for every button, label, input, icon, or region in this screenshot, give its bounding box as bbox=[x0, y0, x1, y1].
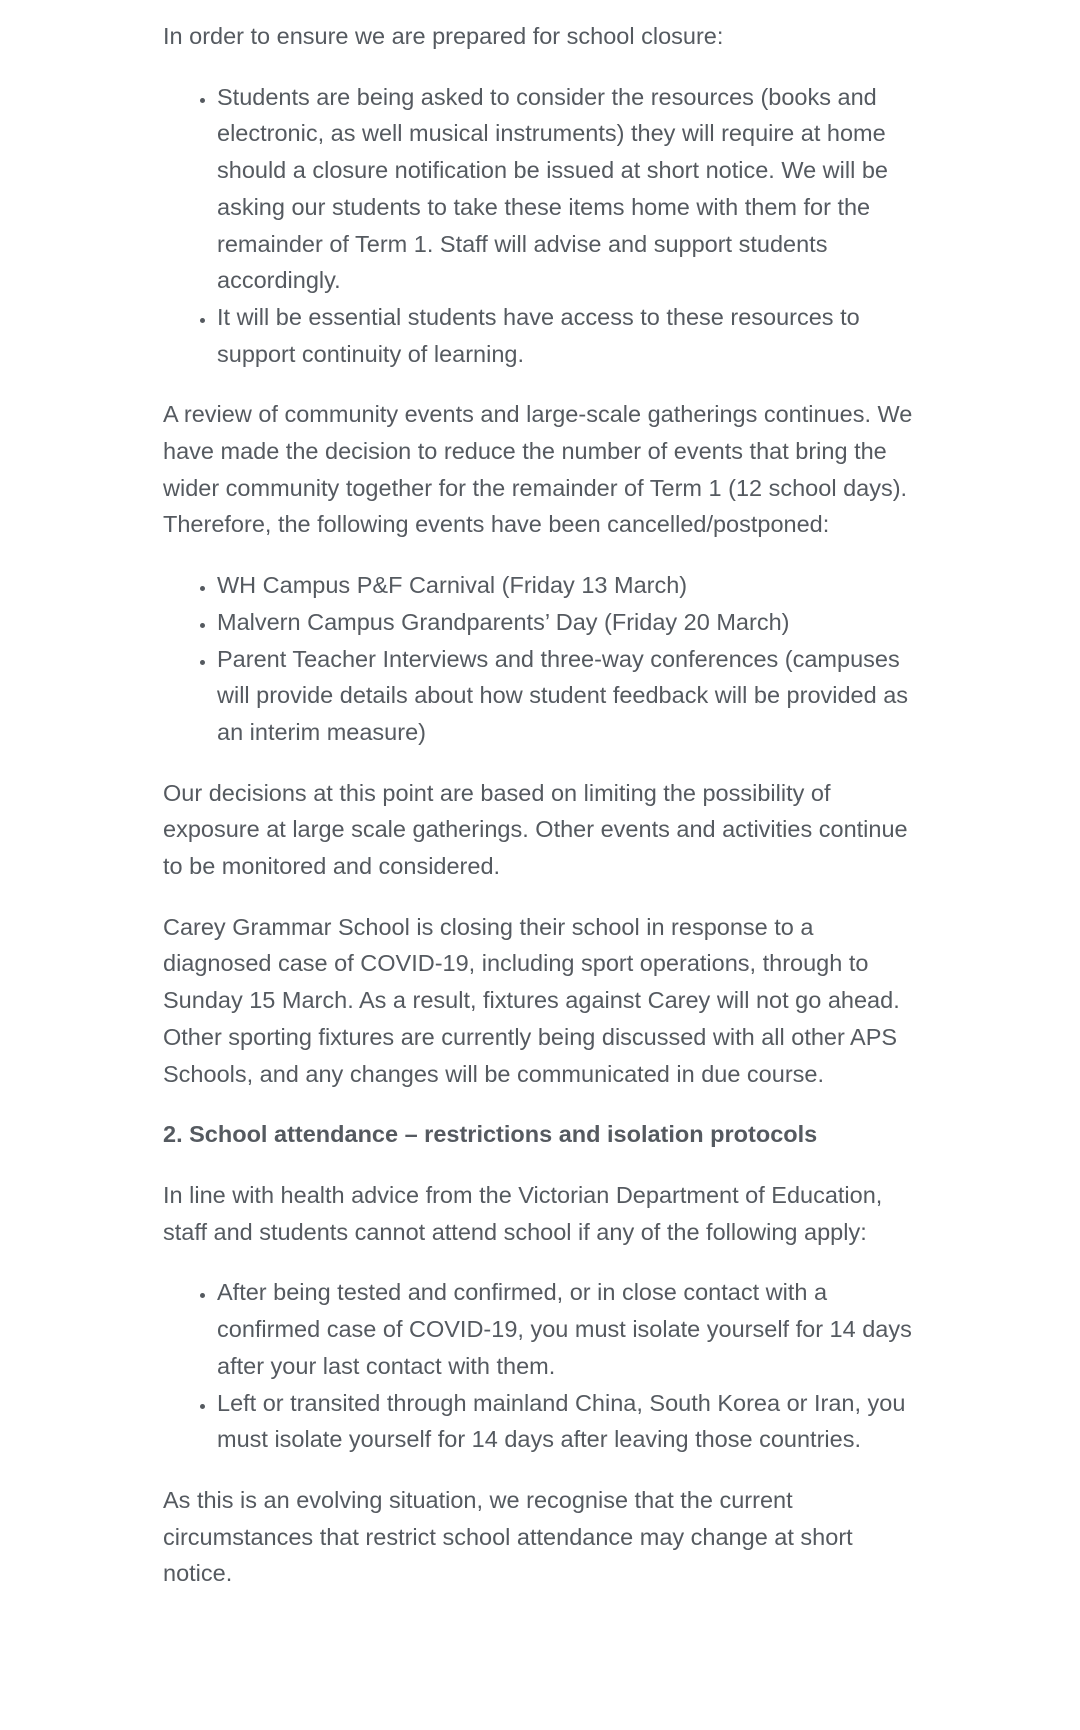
list-item: • Parent Teacher Interviews and three-way conferences (campuses will provide details about how student feedback will be provided as an interim measure) bbox=[217, 641, 915, 751]
section-heading: 2. School attendance – restrictions and isolation protocols bbox=[163, 1121, 818, 1148]
cancelled-events-list bbox=[163, 567, 915, 751]
carey-closure-paragraph: Carey Grammar School is closing their school in response to a diagnosed case of COVID-19, including sport operations, through to Sunday 15 March. As a result, fixtures against Carey will not go ahead. Other sporting fixtures are currently being discussed with all other APS Schools, and any changes will be communicated in due course. bbox=[163, 913, 900, 1087]
attendance-restrictions-list bbox=[163, 1274, 915, 1458]
list-item: • Left or transited through mainland China, South Korea or Iran, you must isolate yourself for 14 days after leaving those countries. bbox=[217, 1385, 915, 1458]
list-item: • WH Campus P&F Carnival (Friday 13 March) bbox=[217, 567, 915, 604]
events-review-paragraph: A review of community events and large-scale gatherings continues. We have made the decision to reduce the number of events that bring the wider community together for the remainder of Term 1 (12 school days). Therefore, the following events have been cancelled/postponed: bbox=[163, 401, 913, 538]
article-body bbox=[163, 18, 915, 1616]
attendance-paragraph: In line with health advice from the Victorian Department of Education, staff and students cannot attend school if any of the following apply: bbox=[163, 1181, 883, 1245]
intro-paragraph: In order to ensure we are prepared for school closure: bbox=[163, 23, 724, 49]
list-item: • Malvern Campus Grandparents’ Day (Friday 20 March) bbox=[217, 604, 915, 641]
decisions-paragraph: Our decisions at this point are based on limiting the possibility of exposure at large scale gatherings. Other events and activities continue to be monitored and considered. bbox=[163, 779, 908, 880]
closure-preparation-list bbox=[163, 79, 915, 373]
closing-paragraph: As this is an evolving situation, we recognise that the current circumstances that restrict school attendance may change at short notice. bbox=[163, 1486, 853, 1587]
list-item: • After being tested and confirmed, or in close contact with a confirmed case of COVID-19, you must isolate yourself for 14 days after your last contact with them. bbox=[217, 1274, 915, 1384]
list-item: • Students are being asked to consider the resources (books and electronic, as well musical instruments) they will require at home should a closure notification be issued at short notice. We will be asking our students to take these items home with them for the remainder of Term 1. Staff will advise and support students accordingly. bbox=[217, 79, 915, 299]
list-item: • It will be essential students have access to these resources to support continuity of learning. bbox=[217, 299, 915, 372]
